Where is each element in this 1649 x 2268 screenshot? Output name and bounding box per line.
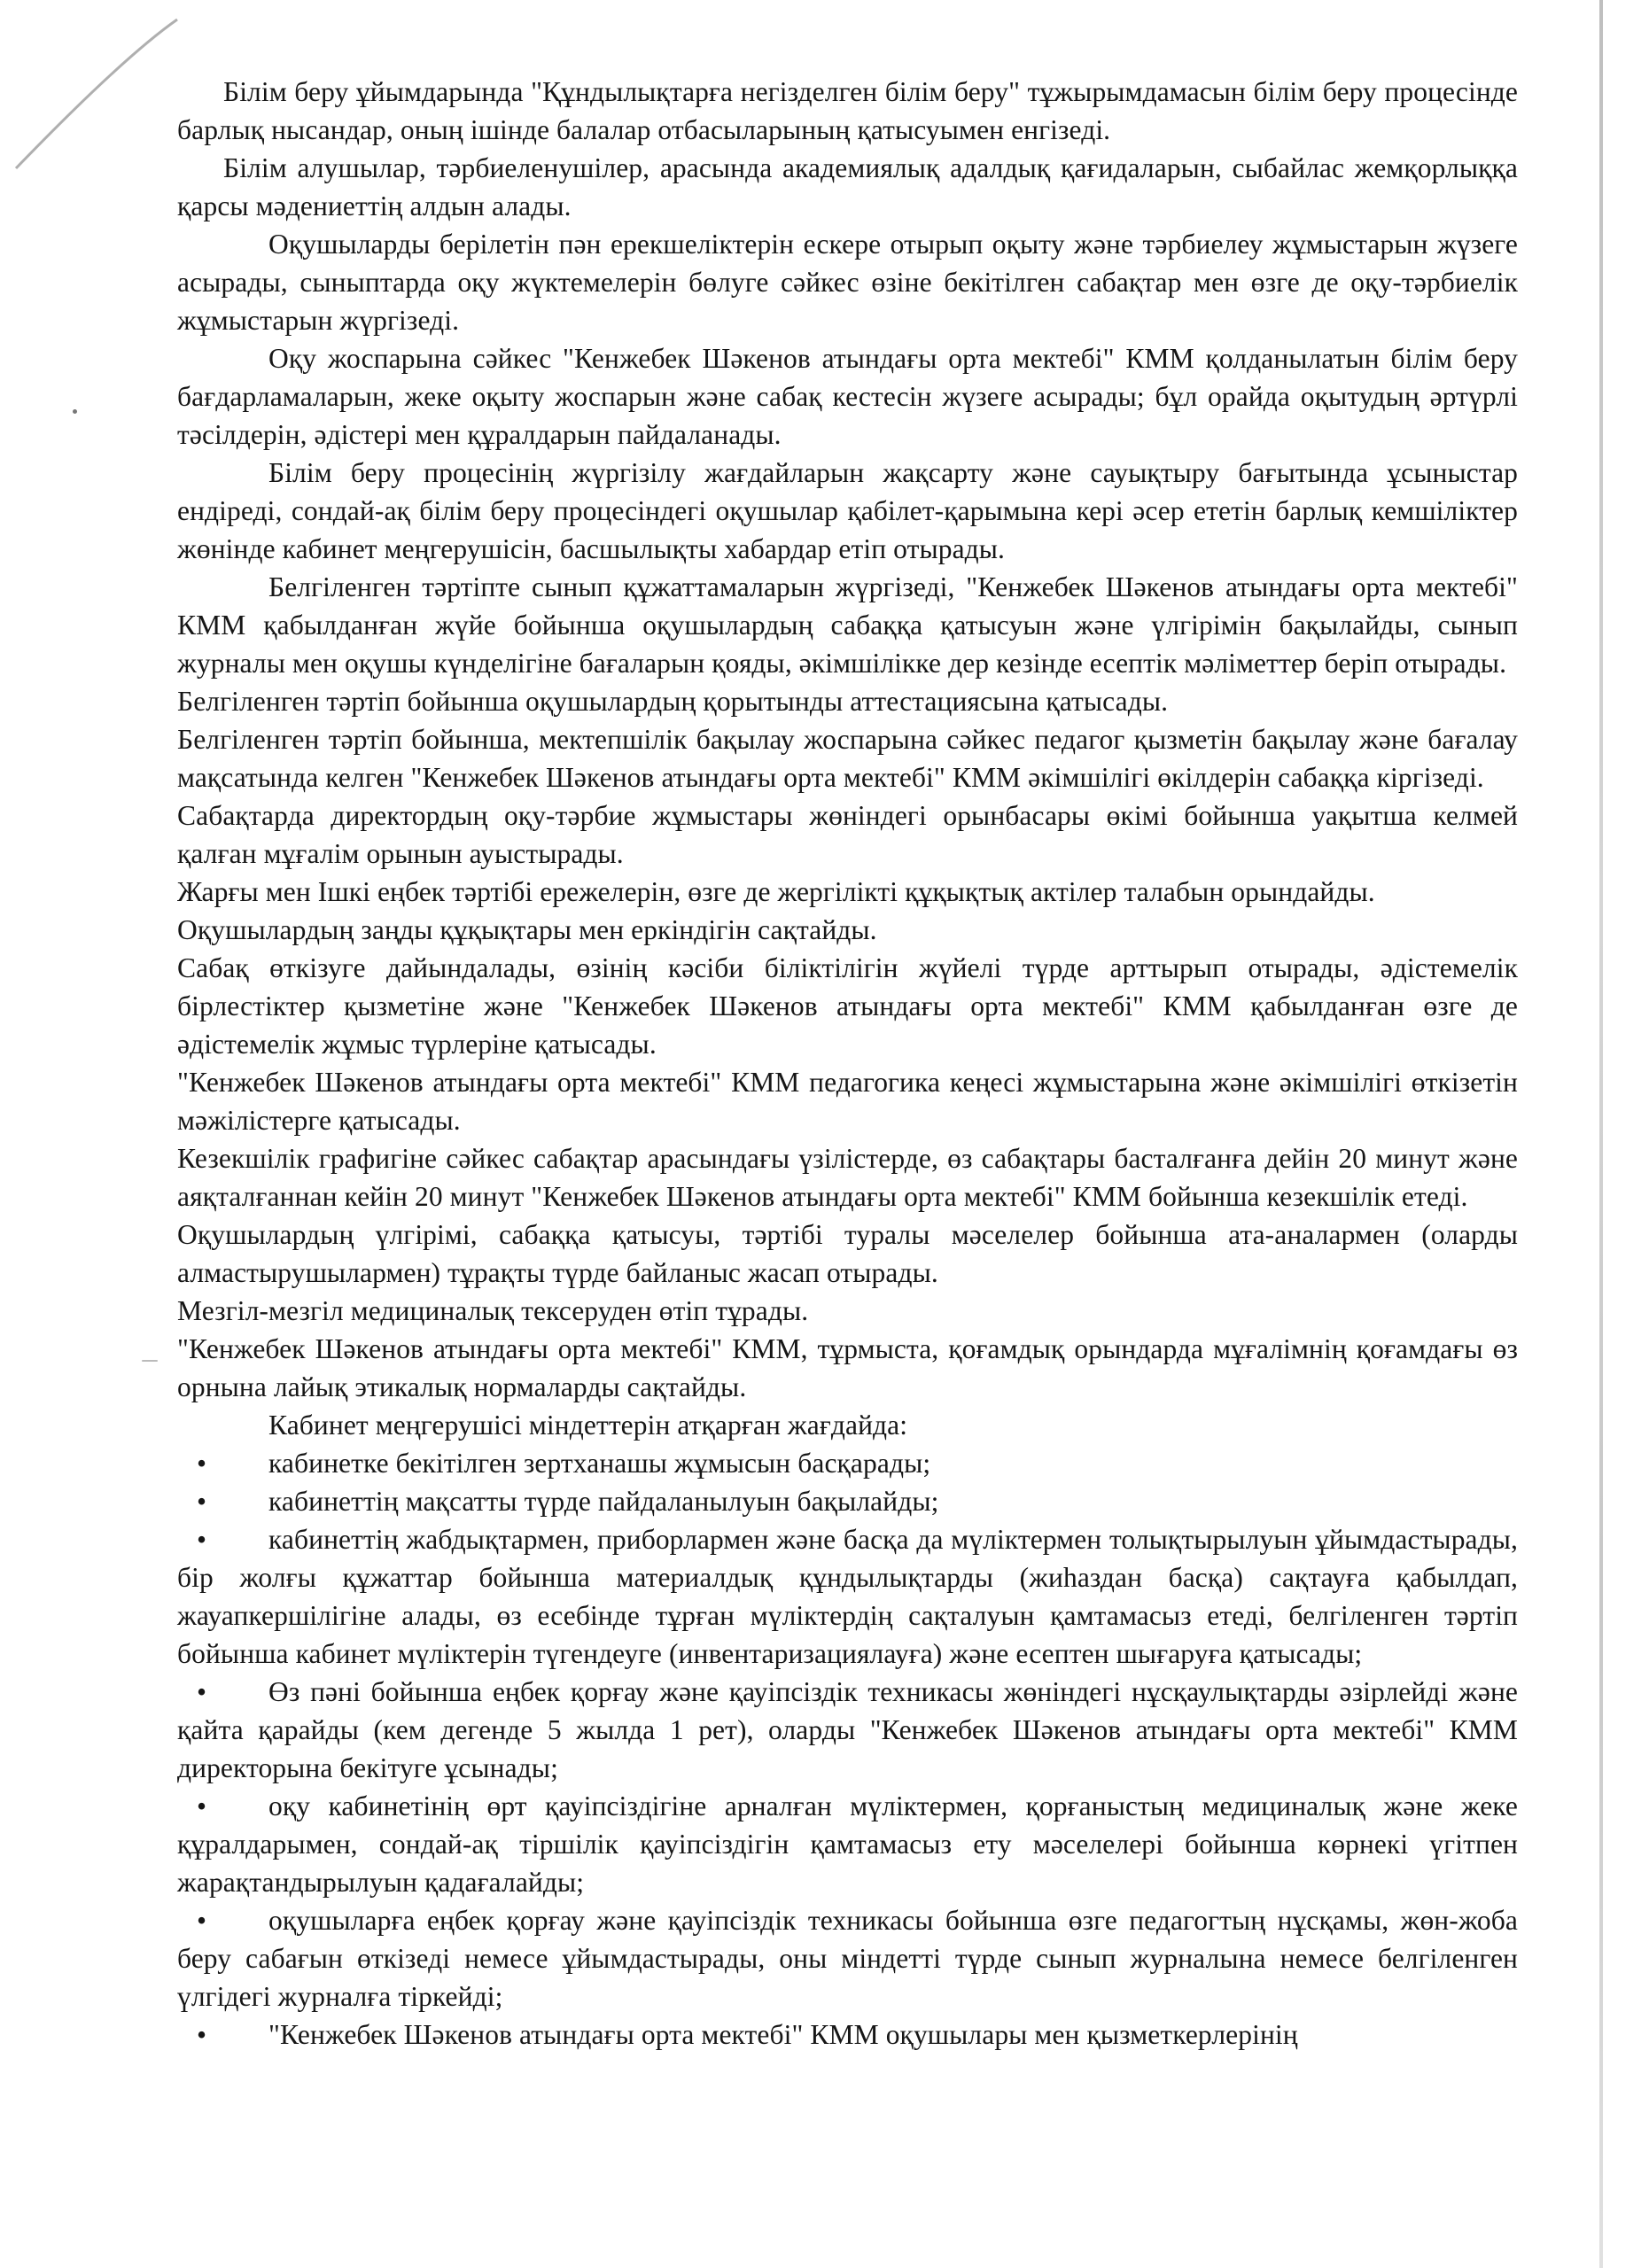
paragraph: Сабақтарда директордың оқу-тәрбие жұмыстары жөніндегі орынбасары өкімі бойынша уақытша келмей қалған мұғалім орынын ауыстырады. <box>177 800 1518 869</box>
bullet-text: "Кенжебек Шәкенов атындағы орта мектебі" КММ оқушылары мен қызметкерлерінің <box>268 2019 1298 2050</box>
bullet-item <box>177 1482 1518 1520</box>
bullet-text: кабинетке бекітілген зертханашы жұмысын басқарады; <box>268 1448 931 1479</box>
paragraph: Білім беру процесінің жүргізілу жағдайларын жақсарту және сауықтыру бағытында ұсыныстар ендіреді, сондай-ақ білім беру процесіндегі оқушылар қабілет-қарымына кері әсер ететін барлық кемшіліктер жөнінде кабинет меңгерушісін, басшылықты хабардар етіп отырады. <box>177 457 1518 564</box>
paragraph: Білім беру ұйымдарында "Құндылықтарға негізделген білім беру" тұжырымдамасын білім беру процесінде барлық нысандар, оның ішінде балалар отбасыларының қатысуымен енгізеді. <box>177 76 1518 145</box>
bullet-text: Өз пәні бойынша еңбек қорғау және қауіпсіздік техникасы жөніндегі нұсқаулықтарды әзірлейді және қайта қарайды (кем дегенде 5 жылда 1 рет), оларды "Кенжебек Шәкенов атындағы орта мектебі" КММ директорына бекітуге ұсынады; <box>177 1676 1518 1783</box>
scan-artifact-line <box>9 9 186 177</box>
bullet-item <box>177 2016 1518 2054</box>
bullet-text: оқушыларға еңбек қорғау және қауіпсіздік техникасы бойынша өзге педагогтың нұсқамы, жөн-жоба беру сабағын өткізеді немесе ұйымдастырады, оны міндетті түрде сынып журналына немесе белгіленген үлгідегі журналға тіркейді; <box>177 1905 1518 2012</box>
paragraph: Сабақ өткізуге дайындалады, өзінің кәсіби біліктілігін жүйелі түрде арттырып отырады, әдістемелік бірлестіктер қызметіне және "Кенжебек Шәкенов атындағы орта мектебі" КММ қабылданған өзге де әдістемелік жұмыс түрлеріне қатысады. <box>177 952 1518 1060</box>
document-body <box>177 73 1518 2054</box>
bullet-symbol: • <box>197 1905 207 1936</box>
paragraph: Оқушыларды берілетін пән ерекшеліктерін ескере отырып оқыту және тәрбиелеу жұмыстарын жүзеге асырады, сыныптарда оқу жүктемелерін бөлуге сәйкес өзіне бекітілген сабақтар мен өзге де оқу-тәрбиелік жұмыстарын жүргізеді. <box>177 229 1518 336</box>
section-intro: Кабинет меңгерушісі міндеттерін атқарған жағдайда: <box>268 1410 908 1441</box>
paragraph: Білім алушылар, тәрбиеленушілер, арасында академиялық адалдық қағидаларын, сыбайлас жемқорлыққа қарсы мәдениеттің алдын алады. <box>177 152 1518 221</box>
bullet-item <box>177 1673 1518 1787</box>
paragraph: Оқушылардың заңды құқықтары мен еркіндігін сақтайды. <box>177 914 877 945</box>
bullet-item <box>177 1901 1518 2016</box>
scan-speck <box>142 1360 158 1362</box>
bullet-item <box>177 1787 1518 1901</box>
bullet-item <box>177 1520 1518 1673</box>
paragraph: "Кенжебек Шәкенов атындағы орта мектебі" КММ, тұрмыста, қоғамдық орындарда мұғалімнің қоғамдағы өз орнына лайық этикалық нормаларды сақтайды. <box>177 1333 1518 1402</box>
bullet-text: оқу кабинетінің өрт қауіпсіздігіне арналған мүліктермен, қорғаныстың медициналық және жеке құралдарымен, сондай-ақ тіршілік қауіпсіздігін қамтамасыз ету мәселелері бойынша көрнекі үгітпен жарақтандырылуын қадағалайды; <box>177 1790 1518 1898</box>
bullet-text: кабинеттің мақсатты түрде пайдаланылуын бақылайды; <box>268 1486 939 1517</box>
scan-speck <box>73 409 77 414</box>
bullet-item <box>177 1444 1518 1482</box>
bullet-symbol: • <box>197 1524 207 1555</box>
paragraph: "Кенжебек Шәкенов атындағы орта мектебі" КММ педагогика кеңесі жұмыстарына және әкімшілігі өткізетін мәжілістерге қатысады. <box>177 1067 1518 1136</box>
paragraph: Белгіленген тәртіп бойынша оқушылардың қорытынды аттестациясына қатысады. <box>177 686 1169 717</box>
bullet-symbol: • <box>197 2019 207 2050</box>
bullet-symbol: • <box>197 1486 207 1517</box>
bullet-symbol: • <box>197 1448 207 1479</box>
bullet-text: кабинеттің жабдықтармен, приборлармен және басқа да мүліктермен толықтырылуын ұйымдастырады, бір жолғы құжаттар бойынша материалдық құндылықтарды (жиһаздан басқа) сақтауға қабылдап, жауапкершілігіне алады, өз есебінде тұрған мүліктердің сақталуын қамтамасыз етеді, белгіленген тәртіп бойынша кабинет мүліктерін түгендеуге (инвентаризациялауға) және есептен шығаруға қатысады; <box>177 1524 1518 1669</box>
paragraph: Оқу жоспарына сәйкес "Кенжебек Шәкенов атындағы орта мектебі" КММ қолданылатын білім беру бағдарламаларын, жеке оқыту жоспарын және сабақ кестесін жүзеге асырады; бұл орайда оқытудың әртүрлі тәсілдерін, әдістері мен құралдарын пайдаланады. <box>177 343 1518 450</box>
scan-edge-shadow <box>1599 0 1603 2268</box>
bullet-symbol: • <box>197 1676 207 1707</box>
paragraph: Кезекшілік графигіне сәйкес сабақтар арасындағы үзілістерде, өз сабақтары басталғанға дейін 20 минут және аяқталғаннан кейін 20 минут "Кенжебек Шәкенов атындағы орта мектебі" КММ бойынша кезекшілік етеді. <box>177 1143 1518 1212</box>
bullet-symbol: • <box>197 1790 207 1821</box>
paragraph: Жарғы мен Ішкі еңбек тәртібі ережелерін, өзге де жергілікті құқықтық актілер талабын орындайды. <box>177 876 1375 907</box>
paragraph: Мезгіл-мезгіл медициналық тексеруден өтіп тұрады. <box>177 1295 809 1326</box>
paragraph: Оқушылардың үлгірімі, сабаққа қатысуы, тәртібі туралы мәселелер бойынша ата-аналармен (оларды алмастырушылармен) тұрақты түрде байланыс жасап отырады. <box>177 1219 1518 1288</box>
paragraph: Белгіленген тәртіп бойынша, мектепшілік бақылау жоспарына сәйкес педагог қызметін бақылау және бағалау мақсатында келген "Кенжебек Шәкенов атындағы орта мектебі" КММ әкімшілігі өкілдерін сабаққа кіргізеді. <box>177 724 1518 793</box>
paragraph: Белгіленген тәртіпте сынып құжаттамаларын жүргізеді, "Кенжебек Шәкенов атындағы орта мектебі" КММ қабылданған жүйе бойынша оқушылардың сабаққа қатысуын және үлгірімін бақылайды, сынып журналы мен оқушы күнделігіне бағаларын қояды, әкімшілікке дер кезінде есептік мәліметтер беріп отырады. <box>177 571 1518 679</box>
